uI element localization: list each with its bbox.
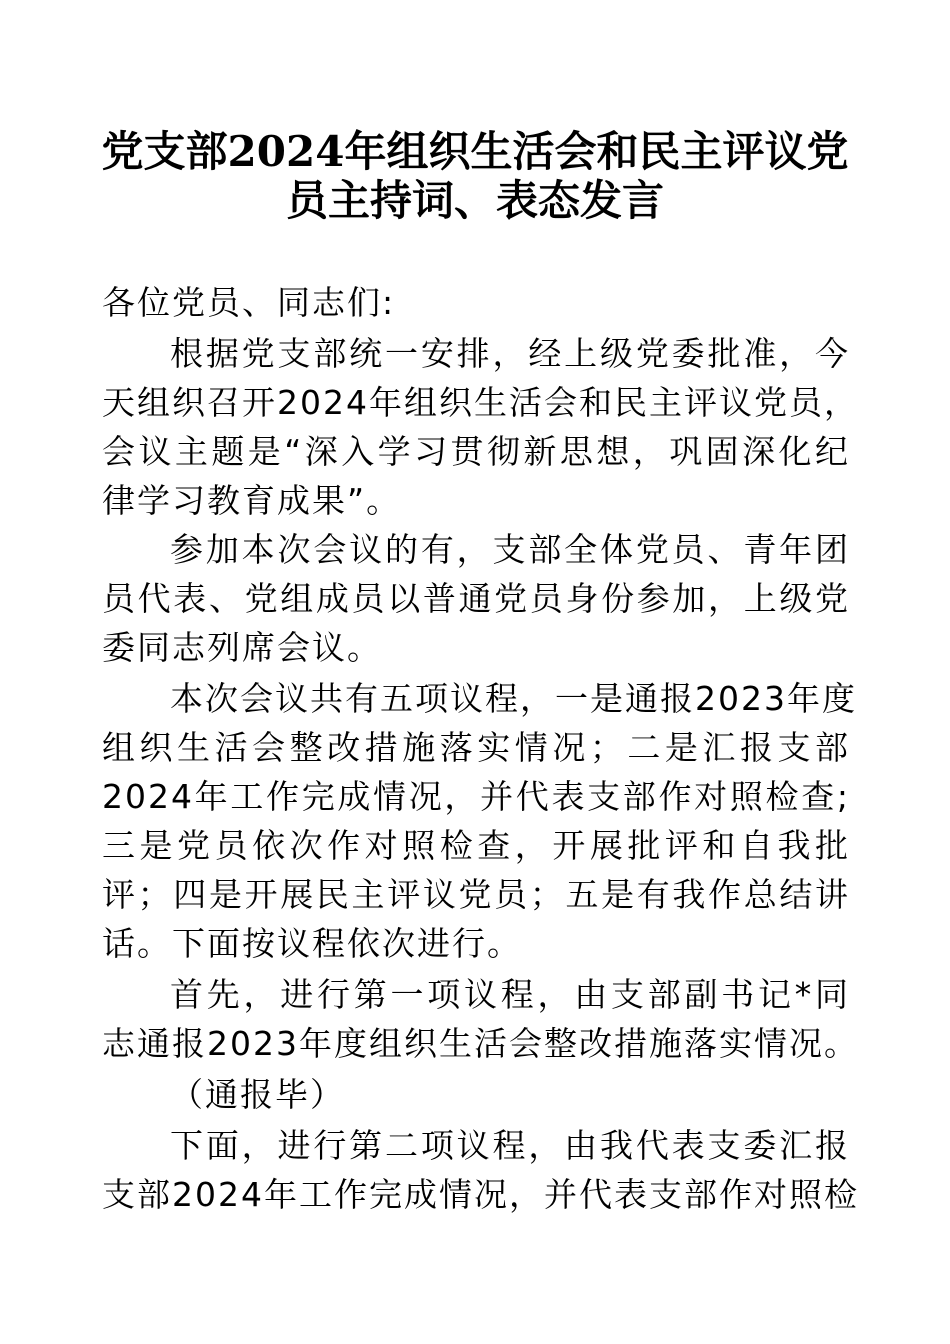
paragraph-line: 话。下面按议程依次进行。: [102, 924, 522, 963]
paragraph-line: 支部2024年工作完成情况，并代表支部作对照检: [102, 1175, 859, 1214]
paragraph-line: 会议主题是“深入学习贯彻新思想，巩固深化纪: [102, 432, 850, 471]
paragraph-line: 律学习教育成果”。: [102, 481, 402, 520]
paragraph-line: 委同志列席会议。: [102, 628, 382, 667]
document-title-line-2: 员主持词、表态发言: [285, 176, 664, 225]
paragraph-line: 参加本次会议的有，支部全体党员、青年团: [170, 530, 850, 569]
document-title-line-1: 党支部2024年组织生活会和民主评议党: [101, 127, 849, 176]
salutation: 各位党员、同志们:: [102, 283, 396, 322]
paragraph-line: （通报毕）: [170, 1075, 345, 1114]
paragraph-line: 本次会议共有五项议程，一是通报2023年度: [170, 679, 857, 718]
paragraph-line: 2024年工作完成情况，并代表支部作对照检查;: [102, 777, 850, 816]
paragraph-line: 组织生活会整改措施落实情况；二是汇报支部: [102, 728, 850, 767]
paragraph-line: 首先，进行第一项议程，由支部副书记*同: [170, 975, 850, 1014]
paragraph-line: 员代表、党组成员以普通党员身份参加，上级党: [102, 579, 850, 618]
paragraph-line: 三是党员依次作对照检查，开展批评和自我批: [102, 826, 850, 865]
paragraph-line: 评；四是开展民主评议党员；五是有我作总结讲: [102, 875, 850, 914]
paragraph-line: 下面，进行第二项议程，由我代表支委汇报: [170, 1126, 850, 1165]
paragraph-line: 志通报2023年度组织生活会整改措施落实情况。: [102, 1024, 859, 1063]
paragraph-line: 天组织召开2024年组织生活会和民主评议党员，: [102, 383, 859, 422]
paragraph-line: 根据党支部统一安排，经上级党委批准，今: [170, 334, 850, 373]
